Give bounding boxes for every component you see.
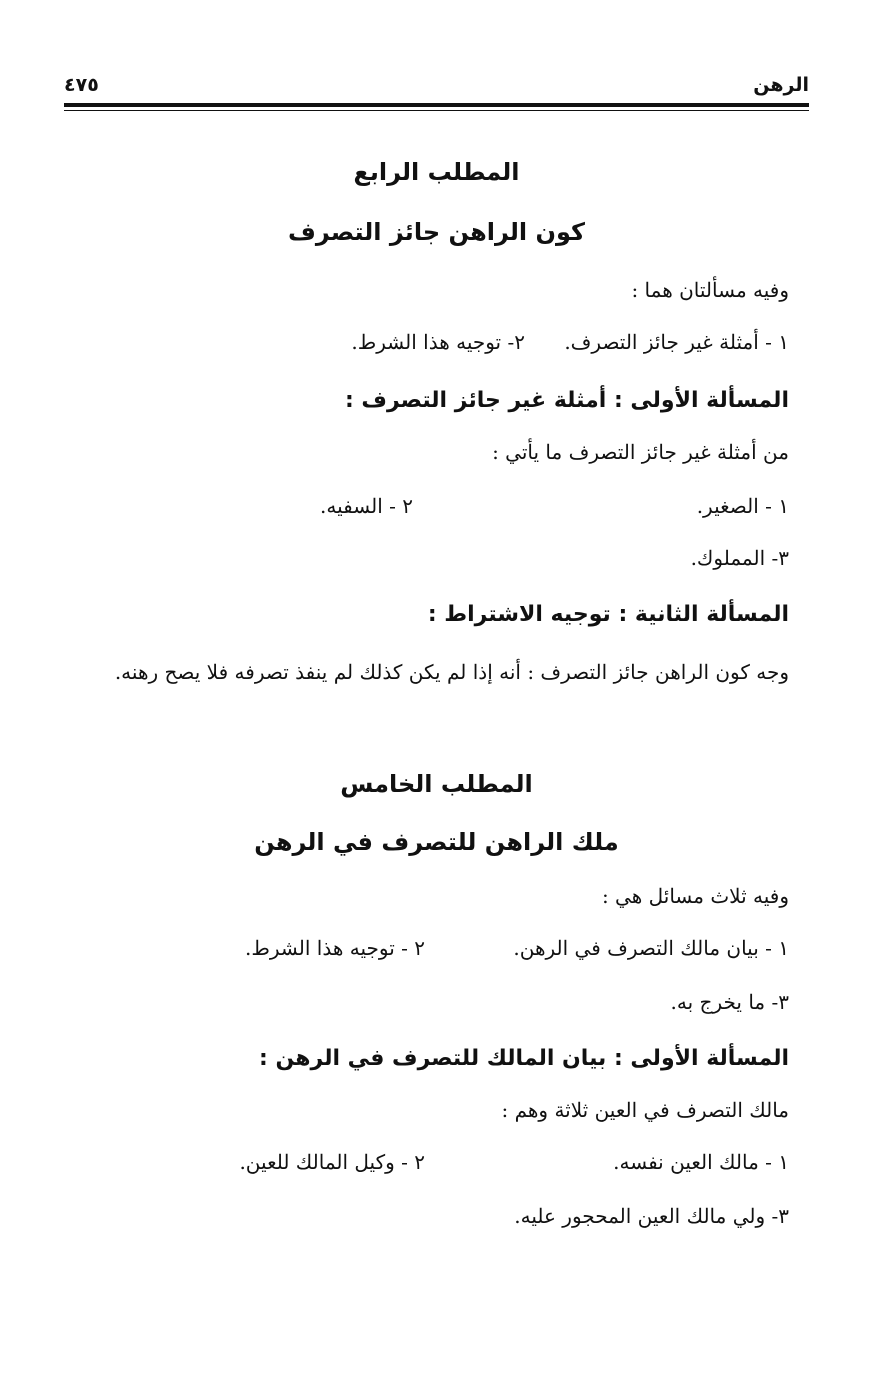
section-4-question-1-intro: من أمثلة غير جائز التصرف ما يأتي : [492,440,789,464]
section-4-subtitle: كون الراهن جائز التصرف [288,218,585,246]
section-5-item-3: ٣- ما يخرج به. [670,990,789,1014]
section-4-question-1-heading: المسألة الأولى : أمثلة غير جائز التصرف : [344,388,789,413]
header-rule-thick [64,103,809,107]
section-5-question-1-item-2: ٢ - وكيل المالك للعين. [239,1150,425,1174]
section-4-question-2-paragraph: وجه كون الراهن جائز التصرف : أنه إذا لم يكن كذلك لم ينفذ تصرفه فلا يصح رهنه. [114,660,789,684]
section-4-intro: وفيه مسألتان هما : [631,278,789,302]
page-number: ٤٧٥ [64,74,99,96]
section-4-item-2: ٢- توجيه هذا الشرط. [351,330,525,354]
section-5-item-2: ٢ - توجيه هذا الشرط. [245,936,425,960]
section-4-question-1-item-1: ١ - الصغير. [696,494,789,518]
section-5-title: المطلب الخامس [340,770,533,798]
section-5-item-1: ١ - بيان مالك التصرف في الرهن. [513,936,789,960]
chapter-title: الرهن [753,74,809,96]
section-5-question-1-item-1: ١ - مالك العين نفسه. [613,1150,789,1174]
running-header [64,74,809,102]
section-5-intro: وفيه ثلاث مسائل هي : [601,884,789,908]
header-rule-thin [64,110,809,111]
section-5-question-1-intro: مالك التصرف في العين ثلاثة وهم : [501,1098,789,1122]
section-4-question-2-heading: المسألة الثانية : توجيه الاشتراط : [427,602,789,627]
section-4-item-1: ١ - أمثلة غير جائز التصرف. [564,330,789,354]
section-5-subtitle: ملك الراهن للتصرف في الرهن [254,828,619,856]
section-5-question-1-item-3: ٣- ولي مالك العين المحجور عليه. [514,1204,789,1228]
section-4-question-1-item-2: ٢ - السفيه. [320,494,413,518]
section-4-title: المطلب الرابع [353,158,520,186]
section-5-question-1-heading: المسألة الأولى : بيان المالك للتصرف في الرهن : [259,1046,789,1071]
section-4-question-1-item-3: ٣- المملوك. [690,546,789,570]
